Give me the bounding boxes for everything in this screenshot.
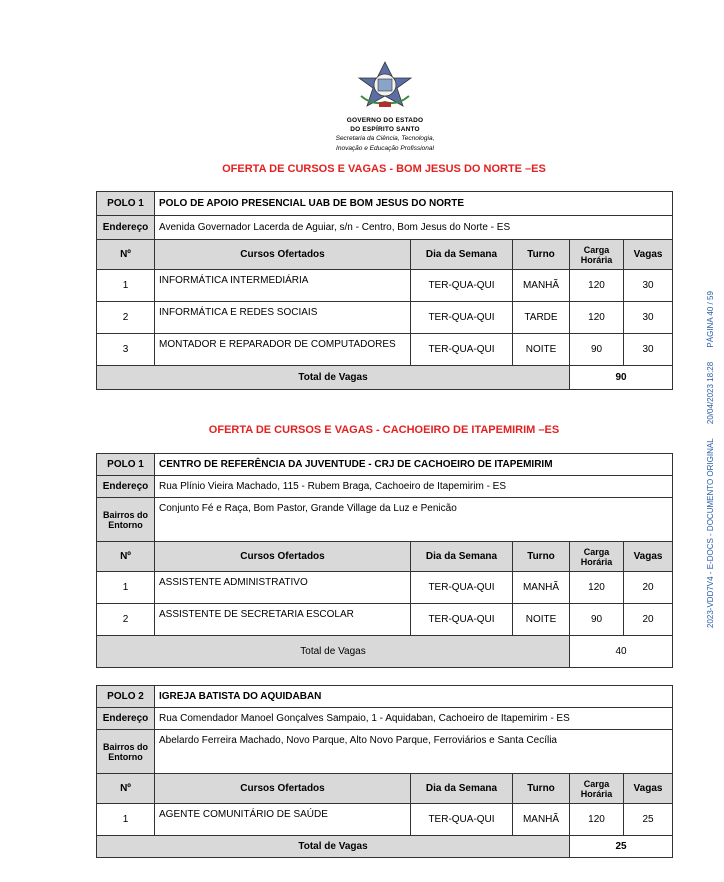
secretaria-line-2: Inovação e Educação Profissional — [336, 144, 434, 152]
row-dia: TER-QUA-QUI — [411, 604, 513, 636]
total-label: Total de Vagas — [97, 366, 570, 390]
total-value: 40 — [570, 636, 673, 668]
section-title-bom-jesus: OFERTA DE CURSOS E VAGAS - BOM JESUS DO NORTE –ES — [222, 163, 546, 175]
section-title-cachoeiro: OFERTA DE CURSOS E VAGAS - CACHOEIRO DE ITAPEMIRIM –ES — [208, 424, 560, 436]
endereco-label: Endereço — [97, 476, 155, 498]
row-turno: MANHÃ — [513, 804, 570, 836]
row-curso: INFORMÁTICA E REDES SOCIAIS — [155, 302, 411, 334]
polo-label: POLO 1 — [97, 454, 155, 476]
row-n: 1 — [97, 572, 155, 604]
bairros-value: Conjunto Fé e Raça, Bom Pastor, Grande Village da Luz e Penicão — [155, 498, 673, 542]
col-header-dia: Dia da Semana — [411, 240, 513, 270]
bairros-label: Bairros do Entorno — [97, 498, 155, 542]
row-dia: TER-QUA-QUI — [411, 302, 513, 334]
row-n: 2 — [97, 302, 155, 334]
col-header-vagas: Vagas — [624, 542, 673, 572]
col-header-curso: Cursos Ofertados — [155, 774, 411, 804]
side-stamp-datetime: 20/04/2023 18:28 — [706, 361, 715, 425]
col-header-turno: Turno — [513, 542, 570, 572]
row-carga: 90 — [570, 604, 624, 636]
col-header-turno: Turno — [513, 240, 570, 270]
gov-line-2: DO ESPÍRITO SANTO — [350, 126, 420, 133]
row-dia: TER-QUA-QUI — [411, 334, 513, 366]
row-turno: MANHÃ — [513, 270, 570, 302]
row-turno: NOITE — [513, 604, 570, 636]
gov-line-1: GOVERNO DO ESTADO — [346, 117, 424, 124]
col-header-carga: Carga Horária — [570, 774, 624, 804]
row-curso: INFORMÁTICA INTERMEDIÁRIA — [155, 270, 411, 302]
endereco-value: Avenida Governador Lacerda de Aguiar, s/n - Centro, Bom Jesus do Norte - ES — [155, 216, 673, 240]
document-side-stamp — [706, 279, 715, 628]
row-dia: TER-QUA-QUI — [411, 804, 513, 836]
row-vagas: 25 — [624, 804, 673, 836]
total-value: 25 — [570, 836, 673, 858]
endereco-value: Rua Plínio Vieira Machado, 115 - Rubem Braga, Cachoeiro de Itapemirim - ES — [155, 476, 673, 498]
table-row — [97, 604, 673, 636]
total-label: Total de Vagas — [97, 836, 570, 858]
row-carga: 120 — [570, 572, 624, 604]
col-header-vagas: Vagas — [624, 240, 673, 270]
row-curso: ASSISTENTE ADMINISTRATIVO — [155, 572, 411, 604]
row-n: 2 — [97, 604, 155, 636]
col-header-n: Nº — [97, 542, 155, 572]
row-turno: TARDE — [513, 302, 570, 334]
table-row — [97, 302, 673, 334]
col-header-n: Nº — [97, 240, 155, 270]
state-crest-icon — [353, 60, 417, 110]
col-header-carga: Carga Horária — [570, 240, 624, 270]
col-header-turno: Turno — [513, 774, 570, 804]
row-vagas: 20 — [624, 572, 673, 604]
row-carga: 120 — [570, 804, 624, 836]
document-header — [300, 60, 470, 152]
row-vagas: 20 — [624, 604, 673, 636]
courses-table-bom-jesus-polo-1 — [96, 191, 673, 390]
col-header-n: Nº — [97, 774, 155, 804]
col-header-vagas: Vagas — [624, 774, 673, 804]
polo-name: IGREJA BATISTA DO AQUIDABAN — [155, 686, 673, 708]
polo-name: POLO DE APOIO PRESENCIAL UAB DE BOM JESUS DO NORTE — [155, 192, 673, 216]
row-dia: TER-QUA-QUI — [411, 572, 513, 604]
endereco-label: Endereço — [97, 708, 155, 730]
total-label: Total de Vagas — [97, 636, 570, 668]
polo-name: CENTRO DE REFERÊNCIA DA JUVENTUDE - CRJ DE CACHOEIRO DE ITAPEMIRIM — [155, 454, 673, 476]
polo-label: POLO 2 — [97, 686, 155, 708]
bairros-value: Abelardo Ferreira Machado, Novo Parque, Alto Novo Parque, Ferroviários e Santa Cecília — [155, 730, 673, 774]
row-curso: ASSISTENTE DE SECRETARIA ESCOLAR — [155, 604, 411, 636]
row-n: 1 — [97, 270, 155, 302]
side-stamp-code: 2023-VDD7V4 - E-DOCS - DOCUMENTO ORIGINAL — [706, 438, 715, 628]
secretaria-line-1: Secretaria da Ciência, Tecnologia, — [335, 135, 435, 142]
table-row — [97, 334, 673, 366]
side-stamp-page: PÁGINA 40 / 59 — [706, 291, 715, 348]
polo-label: POLO 1 — [97, 192, 155, 216]
endereco-label: Endereço — [97, 216, 155, 240]
row-turno: MANHÃ — [513, 572, 570, 604]
col-header-curso: Cursos Ofertados — [155, 542, 411, 572]
row-n: 1 — [97, 804, 155, 836]
row-vagas: 30 — [624, 334, 673, 366]
col-header-dia: Dia da Semana — [411, 774, 513, 804]
courses-table-cachoeiro-polo-2 — [96, 685, 673, 858]
row-dia: TER-QUA-QUI — [411, 270, 513, 302]
col-header-carga: Carga Horária — [570, 542, 624, 572]
endereco-value: Rua Comendador Manoel Gonçalves Sampaio, 1 - Aquidaban, Cachoeiro de Itapemirim - ES — [155, 708, 673, 730]
row-vagas: 30 — [624, 270, 673, 302]
row-curso: MONTADOR E REPARADOR DE COMPUTADORES — [155, 334, 411, 366]
row-carga: 90 — [570, 334, 624, 366]
table-row — [97, 270, 673, 302]
row-n: 3 — [97, 334, 155, 366]
row-curso: AGENTE COMUNITÁRIO DE SAÚDE — [155, 804, 411, 836]
col-header-dia: Dia da Semana — [411, 542, 513, 572]
col-header-curso: Cursos Ofertados — [155, 240, 411, 270]
total-value: 90 — [570, 366, 673, 390]
row-vagas: 30 — [624, 302, 673, 334]
row-turno: NOITE — [513, 334, 570, 366]
courses-table-cachoeiro-polo-1 — [96, 453, 673, 668]
row-carga: 120 — [570, 270, 624, 302]
bairros-label: Bairros do Entorno — [97, 730, 155, 774]
table-row — [97, 572, 673, 604]
table-row — [97, 804, 673, 836]
row-carga: 120 — [570, 302, 624, 334]
